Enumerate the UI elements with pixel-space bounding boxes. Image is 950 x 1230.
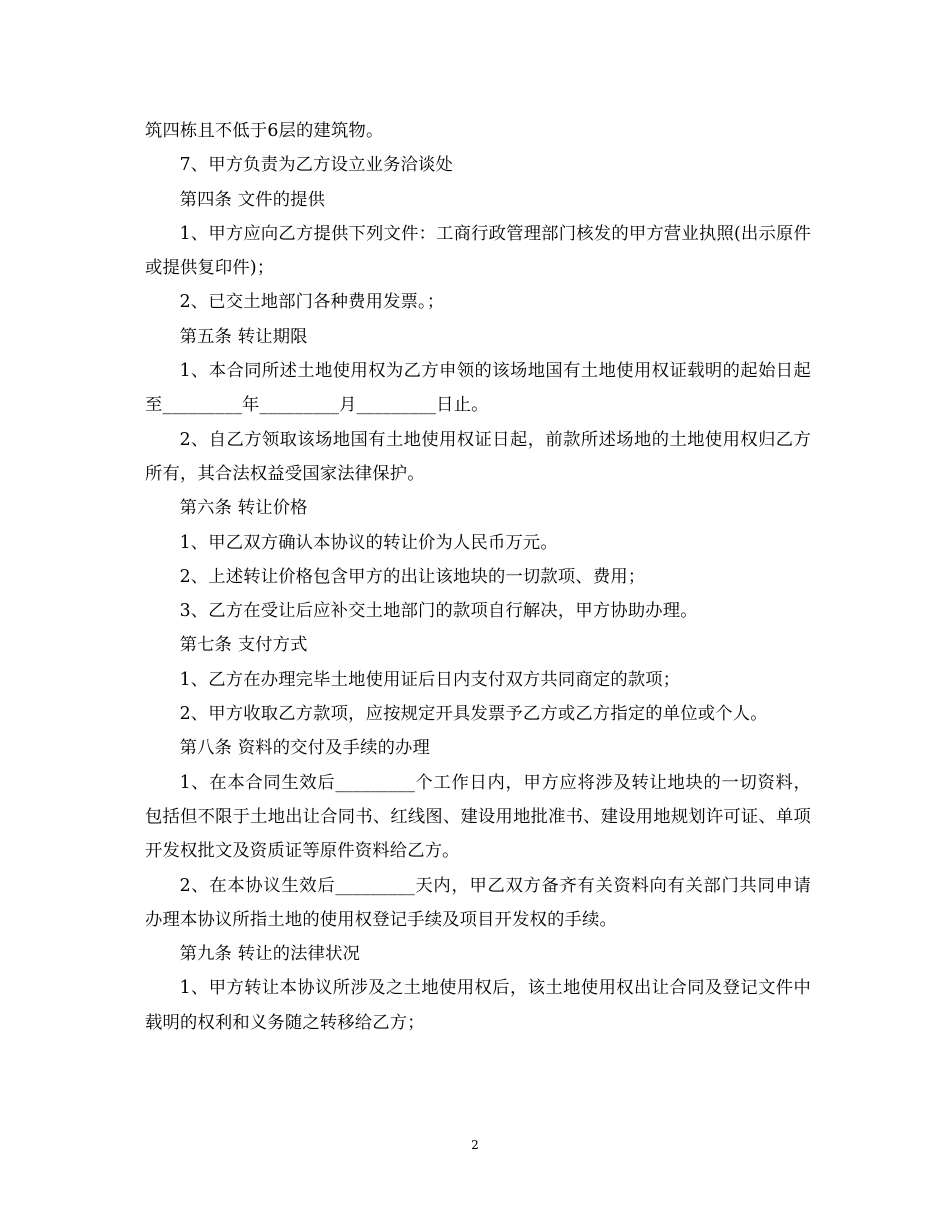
paragraph-clause-9-1: 1、甲方转让本协议所涉及之土地使用权后，该土地使用权出让合同及登记文件中载明的权利和义务随之转移给乙方；: [145, 978, 811, 1033]
paragraph-continuation: 筑四栋且不低于6层的建筑物。: [145, 121, 384, 141]
paragraph-clause-4-1: 1、甲方应向乙方提供下列文件：工商行政管理部门核发的甲方营业执照(出示原件或提供复印件)；: [145, 223, 811, 279]
heading-article-8: 第八条 资料的交付及手续的办理: [179, 738, 431, 759]
paragraph-clause-6-3: 3、乙方在受让后应补交土地部门的款项自行解决，甲方协助办理。: [179, 601, 698, 622]
paragraph-clause-4-2: 2、已交土地部门各种费用发票。；: [179, 292, 445, 313]
heading-article-6: 第六条 转让价格: [179, 498, 308, 519]
heading-article-5: 第五条 转让期限: [179, 326, 308, 347]
paragraph-clause-7-2: 2、甲方收取乙方款项，应按规定开具发票予乙方或乙方指定的单位或个人。: [179, 704, 768, 725]
paragraph-clause-6-1: 1、甲乙双方确认本协议的转让价为人民币万元。: [179, 532, 558, 553]
paragraph-clause-7-1: 1、乙方在办理完毕土地使用证后日内支付双方共同商定的款项；: [179, 669, 681, 690]
heading-article-4: 第四条 文件的提供: [179, 189, 326, 210]
paragraph-clause-5-1: 1、本合同所述土地使用权为乙方申领的该场地国有土地使用权证载明的起始日起至_________年_________月_________日止。: [145, 361, 811, 416]
paragraph-clause-8-2: 2、在本协议生效后_________天内，甲乙双方备齐有关资料向有关部门共同申请办理本协议所指土地的使用权登记手续及项目开发权的手续。: [145, 875, 811, 930]
document-body: [145, 114, 811, 1040]
paragraph-clause-6-2: 2、上述转让价格包含甲方的出让该地块的一切款项、费用；: [179, 566, 646, 587]
paragraph-clause-3-7: 7、甲方负责为乙方设立业务洽谈处: [179, 155, 454, 176]
heading-article-7: 第七条 支付方式: [179, 635, 308, 656]
paragraph-clause-8-1: 1、在本合同生效后_________个工作日内，甲方应将涉及转让地块的一切资料，包括但不限于土地出让合同书、红线图、建设用地批准书、建设用地规划许可证、单项开发权批文及资质证等原件资料给乙方。: [145, 772, 811, 862]
page-number: 2: [471, 1138, 479, 1152]
paragraph-clause-5-2: 2、自乙方领取该场地国有土地使用权证日起，前款所述场地的土地使用权归乙方所有，其合法权益受国家法律保护。: [145, 429, 811, 484]
heading-article-9: 第九条 转让的法律状况: [179, 944, 361, 965]
